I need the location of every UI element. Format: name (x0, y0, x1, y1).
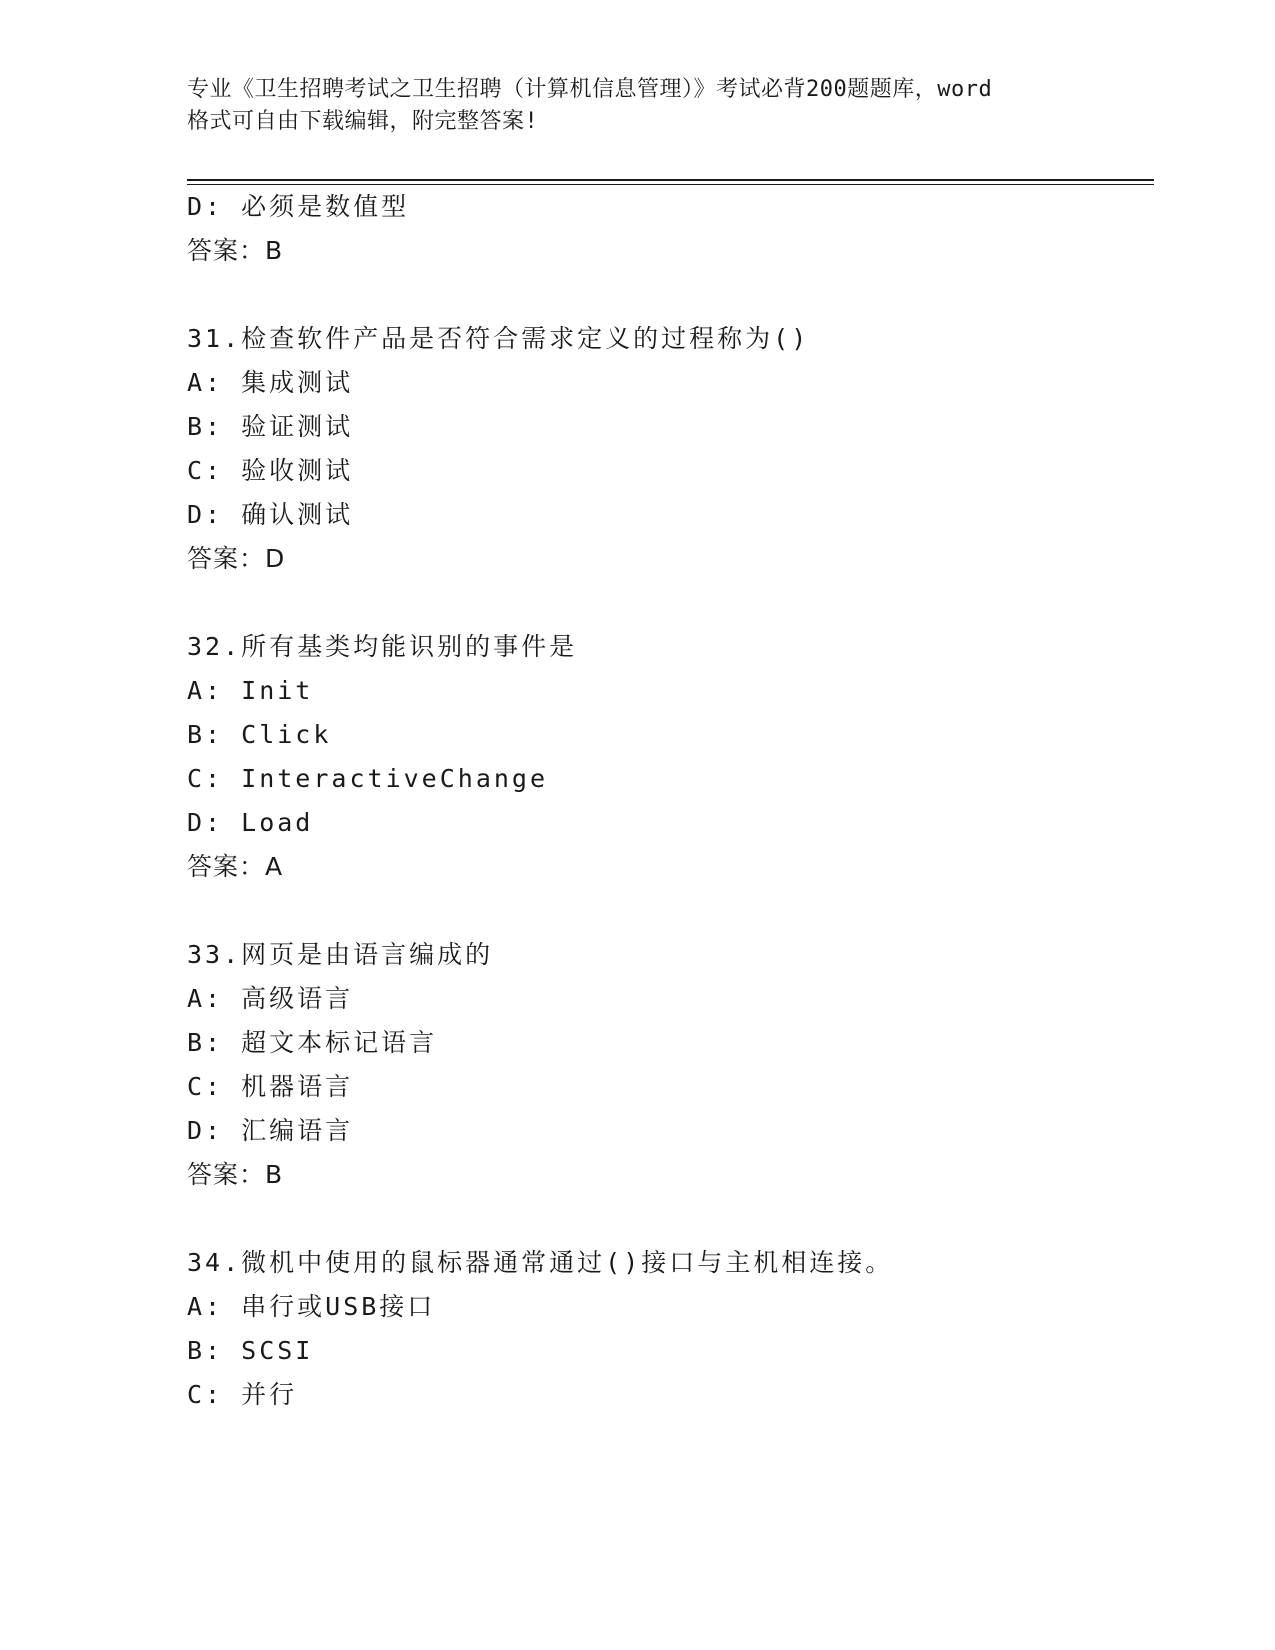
prev-option-d: D: 必须是数值型 (187, 192, 410, 221)
question-32-option-d: D: Load (187, 808, 314, 837)
question-33-answer: 答案：B (187, 1160, 284, 1189)
question-32-option-b: B: Click (187, 720, 332, 749)
header-divider-thick (187, 179, 1154, 181)
question-33-option-d: D: 汇编语言 (187, 1116, 354, 1145)
question-31-option-a: A: 集成测试 (187, 368, 354, 397)
header-line-2: 格式可自由下载编辑，附完整答案! (187, 109, 539, 134)
prev-answer: 答案：B (187, 236, 284, 265)
question-32-option-a: A: Init (187, 676, 314, 705)
question-33-option-c: C: 机器语言 (187, 1072, 354, 1101)
header-line-1: 专业《卫生招聘考试之卫生招聘（计算机信息管理）》考试必背200题题库，word (187, 77, 993, 102)
question-33-option-a: A: 高级语言 (187, 984, 354, 1013)
question-32-stem: 32.所有基类均能识别的事件是 (187, 632, 578, 661)
document-header (187, 74, 1087, 138)
question-33-stem: 33.网页是由语言编成的 (187, 940, 494, 969)
question-31-answer: 答案：D (187, 544, 286, 573)
question-31-stem: 31.检查软件产品是否符合需求定义的过程称为() (187, 324, 810, 353)
question-31-option-d: D: 确认测试 (187, 500, 354, 529)
question-31-option-c: C: 验收测试 (187, 456, 354, 485)
question-31-option-b: B: 验证测试 (187, 412, 354, 441)
question-32-option-c: C: InteractiveChange (187, 764, 549, 793)
question-34-option-a: A: 串行或USB接口 (187, 1292, 436, 1321)
question-33-option-b: B: 超文本标记语言 (187, 1028, 438, 1057)
header-divider-thin (187, 184, 1154, 185)
question-34-option-b: B: SCSI (187, 1336, 314, 1365)
question-32-answer: 答案：A (187, 852, 284, 881)
question-34-stem: 34.微机中使用的鼠标器通常通过()接口与主机相连接。 (187, 1248, 894, 1277)
question-34-option-c: C: 并行 (187, 1380, 298, 1409)
